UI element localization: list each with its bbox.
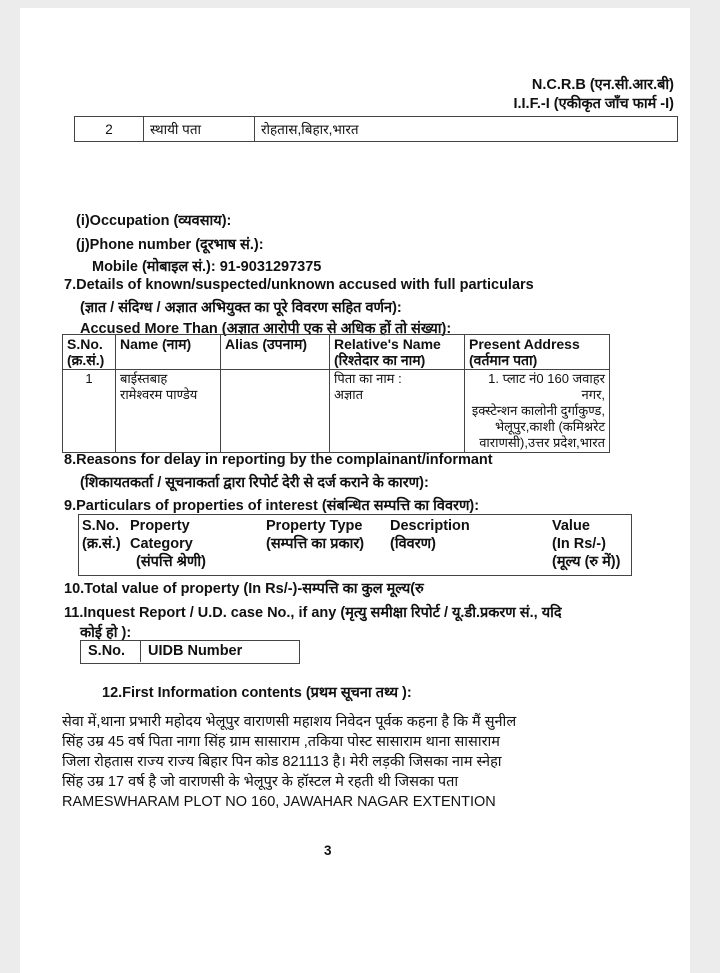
header-sno xyxy=(63,335,116,370)
prop-type-line2: (सम्पत्ति का प्रकार) xyxy=(266,536,365,552)
prop-sno-hindi: (क्र.सं.) xyxy=(82,536,121,552)
prop-type-line1: Property Type xyxy=(266,518,363,534)
header-address xyxy=(465,335,610,370)
accused-name-line2: रामेश्वरम पाण्डेय xyxy=(120,387,198,402)
section10-total-value: 10.Total value of property (In Rs/-)-सम्पत्ति का कुल मूल्य(रु xyxy=(64,581,424,597)
uidb-sno-header: S.No. xyxy=(88,643,126,659)
phone-heading: (j)Phone number (दूरभाष सं.): xyxy=(76,237,264,253)
fir-line-2: सिंह उम्र 45 वर्ष पिता नागा सिंह ग्राम सासाराम ,तकिया पोस्ट सासाराम थाना सासाराम xyxy=(62,734,500,750)
address-row-label: स्थायी पता xyxy=(144,117,255,142)
section11-title: 11.Inquest Report / U.D. case No., if any (मृत्यु समीक्षा रिपोर्ट / यू.डी.प्रकरण सं., यदि xyxy=(64,605,562,621)
section12-title: 12.First Information contents (प्रथम सूचना तथ्य ): xyxy=(102,685,412,701)
fir-line-4: सिंह उम्र 17 वर्ष है जो वाराणसी के भेलूपुर के हॉस्टल मे रहती थी जिसका पता xyxy=(62,774,459,790)
address-line2: इक्स्टेन्शन कालोनी दुर्गाकुण्ड, xyxy=(471,403,605,418)
accused-relative xyxy=(330,370,465,453)
header-relative xyxy=(330,335,465,370)
prop-sno-label: S.No. xyxy=(82,518,120,534)
prop-value-line1: Value xyxy=(552,518,590,534)
section9-title: 9.Particulars of properties of interest (संबन्धित सम्पत्ति का विवरण): xyxy=(64,498,480,514)
prop-value-line3: (मूल्य (रु में)) xyxy=(552,554,621,570)
header-alias: Alias (उपनाम) xyxy=(221,335,330,370)
section8-title: 8.Reasons for delay in reporting by the complainant/informant xyxy=(64,452,493,468)
fir-line-1: सेवा में,थाना प्रभारी महोदय भेलूपुर वाराणसी महाशय निवेदन पूर्वक कहना है कि मैं सुनील xyxy=(62,714,517,730)
permanent-address-table xyxy=(74,116,678,142)
header-sno-hindi: (क्र.सं.) xyxy=(67,352,105,368)
prop-desc-header xyxy=(390,517,470,553)
accused-name xyxy=(116,370,221,453)
header-address-hindi: (वर्तमान पता) xyxy=(469,352,538,368)
prop-category-header xyxy=(130,517,206,571)
address-row-value: रोहतास,बिहार,भारत xyxy=(255,117,678,142)
header-name: Name (नाम) xyxy=(116,335,221,370)
accused-sno: 1 xyxy=(63,370,116,453)
section8-subtitle: (शिकायतकर्ता / सूचनाकर्ता द्वारा रिपोर्ट देरी से दर्ज कराने के कारण): xyxy=(80,475,429,491)
accused-name-line1: बाईस्तबाह xyxy=(120,371,168,386)
accused-alias xyxy=(221,370,330,453)
header-relative-label: Relative's Name xyxy=(334,336,441,352)
section7-title: 7.Details of known/suspected/unknown accused with full particulars xyxy=(64,277,534,293)
accused-more-than: Accused More Than (अज्ञात आरोपी एक से अधिक हों तो संख्या): xyxy=(80,321,452,337)
page-number: 3 xyxy=(324,843,332,858)
prop-category-line1: Property xyxy=(130,518,190,534)
fir-line-5: RAMESWHARAM PLOT NO 160, JAWAHAR NAGAR EXTENTION xyxy=(62,794,496,810)
table-header-row xyxy=(63,335,610,370)
prop-desc-line1: Description xyxy=(390,518,470,534)
section7-subtitle: (ज्ञात / संदिग्ध / अज्ञात अभियुक्त का पूरे विवरण सहित वर्णन): xyxy=(80,300,402,316)
prop-category-line2: Category xyxy=(130,536,193,552)
fir-contents xyxy=(62,712,582,812)
address-line3: भेलूपुर,काशी (कमिश्नरेट xyxy=(495,419,605,434)
fir-line-3: जिला रोहतास राज्य राज्य बिहार पिन कोड 821113 है। मेरी लड़की जिसका नाम स्नेहा xyxy=(62,754,502,770)
table-row xyxy=(75,117,678,142)
prop-value-header xyxy=(552,517,620,571)
mobile-number: Mobile (मोबाइल सं.): 91-9031297375 xyxy=(92,259,322,275)
header-sno-label: S.No. xyxy=(67,336,103,352)
iif-header: I.I.F.-I (एकीकृत जाँच फार्म -I) xyxy=(513,96,674,112)
accused-address xyxy=(465,370,610,453)
occupation-label: (i)Occupation (व्यवसाय): xyxy=(76,213,232,229)
prop-sno-header xyxy=(82,517,121,553)
relative-line1: पिता का नाम : xyxy=(334,371,402,386)
header-relative-hindi: (रिश्तेदार का नाम) xyxy=(334,352,426,368)
address-row-no: 2 xyxy=(75,117,144,142)
header-address-label: Present Address xyxy=(469,336,580,352)
address-line1: 1. प्लाट नं0 160 जवाहर नगर, xyxy=(488,371,605,402)
uidb-number-header: UIDB Number xyxy=(148,643,243,659)
prop-type-header xyxy=(266,517,364,553)
prop-desc-line2: (विवरण) xyxy=(390,536,436,552)
prop-category-line3: (संपत्ति श्रेणी) xyxy=(136,554,207,570)
table-row xyxy=(63,370,610,453)
address-line4: वाराणसी),उत्तर प्रदेश,भारत xyxy=(479,435,605,450)
ncrb-header: N.C.R.B (एन.सी.आर.बी) xyxy=(531,77,674,93)
section11-subtitle: कोई हो ): xyxy=(80,625,132,641)
prop-value-line2: (In Rs/-) xyxy=(552,536,606,552)
accused-table xyxy=(62,334,610,453)
relative-line2: अज्ञात xyxy=(334,387,364,402)
